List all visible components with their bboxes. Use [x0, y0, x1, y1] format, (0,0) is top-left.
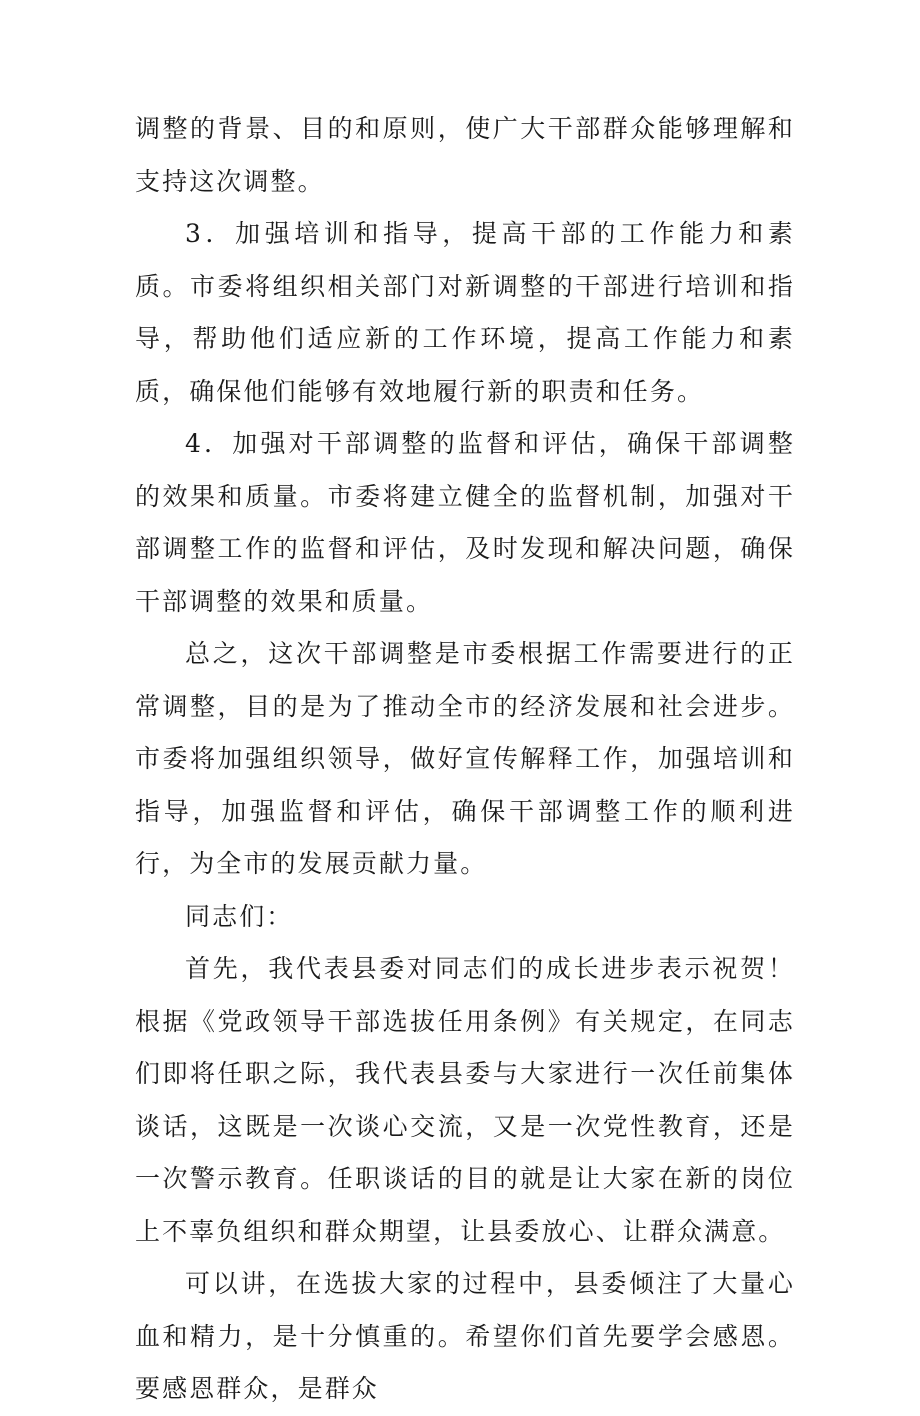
- paragraph-item-3: 3．加强培训和指导，提高干部的工作能力和素质。市委将组织相关部门对新调整的干部进行培训和指导，帮助他们适应新的工作环境，提高工作能力和素质，确保他们能够有效地履行新的职责和任务。: [135, 219, 795, 406]
- document-body: [135, 103, 795, 1416]
- paragraph-salutation: 同志们：: [185, 901, 294, 931]
- paragraph-summary: 总之，这次干部调整是市委根据工作需要进行的正常调整，目的是为了推动全市的经济发展和社会进步。市委将加强组织领导，做好宣传解释工作，加强培训和指导，加强监督和评估，确保干部调整工作的顺利进行，为全市的发展贡献力量。: [135, 639, 795, 878]
- paragraph-congratulation: 首先，我代表县委对同志们的成长进步表示祝贺！根据《党政领导干部选拔任用条例》有关规定，在同志们即将任职之际，我代表县委与大家进行一次任前集体谈话，这既是一次谈心交流，又是一次党性教育，还是一次警示教育。任职谈话的目的就是让大家在新的岗位上不辜负组织和群众期望，让县委放心、让群众满意。: [135, 954, 795, 1246]
- paragraph-gratitude: 可以讲，在选拔大家的过程中，县委倾注了大量心血和精力，是十分慎重的。希望你们首先要学会感恩。要感恩群众，是群众: [135, 1269, 795, 1403]
- paragraph-item-4: 4．加强对干部调整的监督和评估，确保干部调整的效果和质量。市委将建立健全的监督机制，加强对干部调整工作的监督和评估，及时发现和解决问题，确保干部调整的效果和质量。: [135, 429, 795, 616]
- paragraph-continuation: 调整的背景、目的和原则，使广大干部群众能够理解和支持这次调整。: [135, 114, 795, 196]
